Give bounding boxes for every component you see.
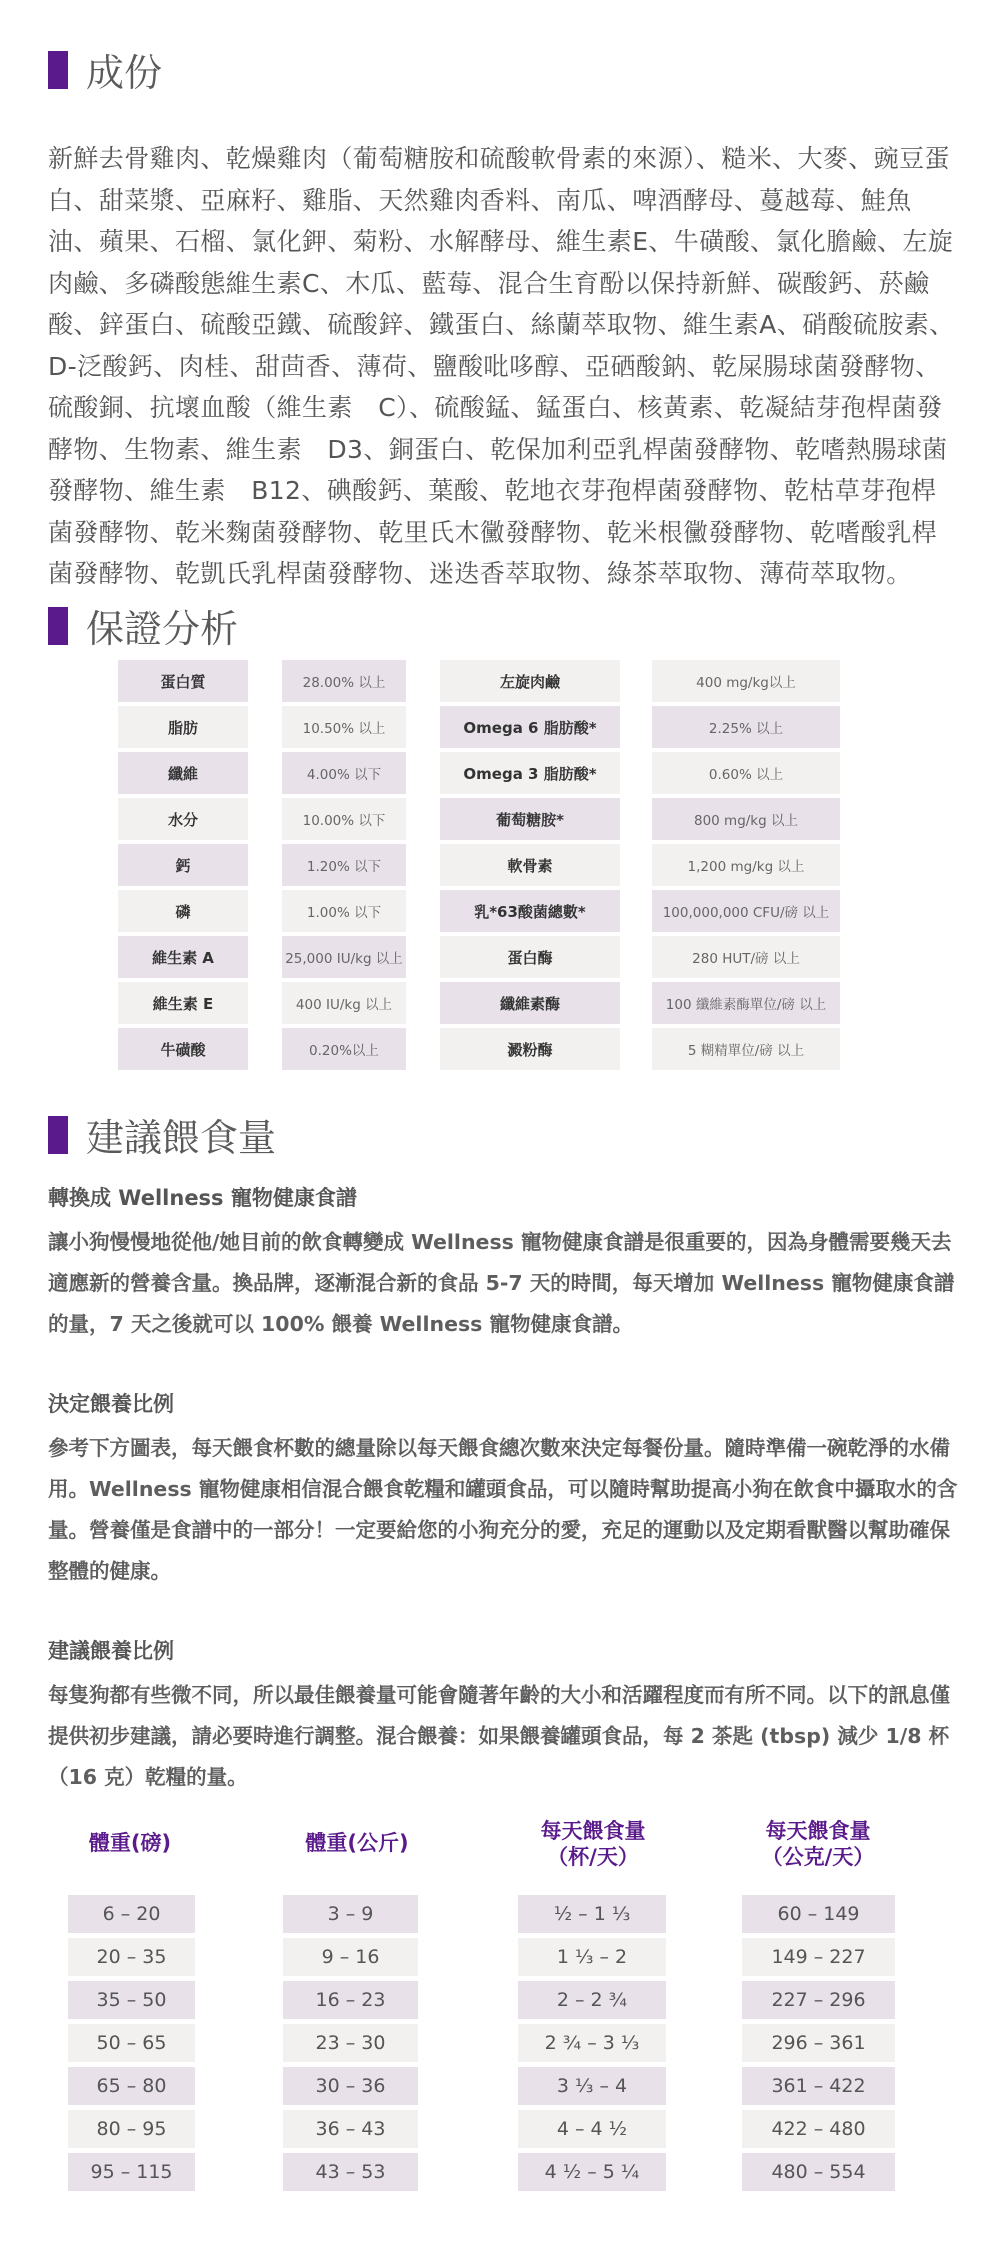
chart-cell: 2 – 2 ¾	[518, 1981, 666, 2019]
feeding-block-transition	[48, 1180, 960, 1345]
analysis-left-values	[282, 660, 406, 1074]
chart-cell: 65 – 80	[68, 2067, 195, 2105]
chart-cell: 80 – 95	[68, 2110, 195, 2148]
chart-cell: 4 ½ – 5 ¼	[518, 2153, 666, 2191]
analysis-cell-label: 蛋白酶	[440, 936, 620, 978]
analysis-title-text: 保證分析	[86, 607, 239, 651]
analysis-cell-label: 維生素 E	[118, 982, 248, 1024]
analysis-right-labels	[440, 660, 620, 1074]
chart-cell: 296 – 361	[742, 2024, 895, 2062]
analysis-cell-value: 400 IU/kg 以上	[282, 982, 406, 1024]
chart-header-lbs: 體重(磅)	[88, 1831, 172, 1855]
analysis-right-values	[652, 660, 840, 1074]
chart-cell: 480 – 554	[742, 2153, 895, 2191]
title-accent-bar	[48, 1116, 68, 1154]
ingredients-title	[48, 42, 162, 97]
chart-cell: 95 – 115	[68, 2153, 195, 2191]
chart-cell: 35 – 50	[68, 1981, 195, 2019]
feeding-block-ratio	[48, 1386, 960, 1592]
chart-cell: 16 – 23	[283, 1981, 418, 2019]
analysis-cell-value: 100 纖維素酶單位/磅 以上	[652, 982, 840, 1024]
chart-cell: 422 – 480	[742, 2110, 895, 2148]
chart-cell: 43 – 53	[283, 2153, 418, 2191]
chart-cell: 50 – 65	[68, 2024, 195, 2062]
feeding-paragraph: 讓小狗慢慢地從他/她目前的飲食轉變成 Wellness 寵物健康食譜是很重要的，因為身體需要幾天去適應新的營養含量。換品牌，逐漸混合新的食品 5-7 天的時間，每天增加 Wellness 寵物健康食譜的量，7 天之後就可以 100% 餵養 Wellness 寵物健康食譜。	[48, 1230, 955, 1336]
analysis-cell-label: 乳*63酸菌總數*	[440, 890, 620, 932]
analysis-cell-label: 澱粉酶	[440, 1028, 620, 1070]
analysis-cell-value: 0.20%以上	[282, 1028, 406, 1070]
chart-cell: ½ – 1 ⅓	[518, 1895, 666, 1933]
chart-cell: 3 – 9	[283, 1895, 418, 1933]
chart-cell: 361 – 422	[742, 2067, 895, 2105]
title-accent-bar	[48, 51, 68, 89]
analysis-cell-label: Omega 3 脂肪酸*	[440, 752, 620, 794]
analysis-cell-value: 25,000 IU/kg 以上	[282, 936, 406, 978]
feeding-heading: 決定餵養比例	[48, 1392, 174, 1416]
chart-header-cups: 每天餵食量 （杯/天）	[540, 1819, 646, 1869]
analysis-cell-value: 400 mg/kg以上	[652, 660, 840, 702]
chart-cell: 227 – 296	[742, 1981, 895, 2019]
analysis-cell-value: 28.00% 以上	[282, 660, 406, 702]
analysis-cell-label: 脂肪	[118, 706, 248, 748]
analysis-cell-label: 牛磺酸	[118, 1028, 248, 1070]
feeding-paragraph: 參考下方圖表，每天餵食杯數的總量除以每天餵食總次數來決定每餐份量。隨時準備一碗乾淨的水備用。Wellness 寵物健康相信混合餵食乾糧和罐頭食品，可以隨時幫助提高小狗在飲食中攝取水的含量。營養僅是食譜中的一部分！一定要給您的小狗充分的愛，充足的運動以及定期看獸醫以幫助確保整體的健康。	[48, 1436, 958, 1583]
chart-cell: 1 ⅓ – 2	[518, 1938, 666, 1976]
analysis-cell-label: 蛋白質	[118, 660, 248, 702]
chart-cell: 60 – 149	[742, 1895, 895, 1933]
analysis-cell-value: 800 mg/kg 以上	[652, 798, 840, 840]
analysis-cell-label: Omega 6 脂肪酸*	[440, 706, 620, 748]
chart-cell: 149 – 227	[742, 1938, 895, 1976]
chart-cell: 6 – 20	[68, 1895, 195, 1933]
analysis-cell-value: 10.00% 以下	[282, 798, 406, 840]
analysis-left-labels	[118, 660, 248, 1074]
chart-cell: 23 – 30	[283, 2024, 418, 2062]
title-accent-bar	[48, 607, 68, 645]
chart-cell: 20 – 35	[68, 1938, 195, 1976]
analysis-cell-label: 左旋肉鹼	[440, 660, 620, 702]
feeding-heading: 轉換成 Wellness 寵物健康食譜	[48, 1186, 357, 1210]
analysis-cell-value: 10.50% 以上	[282, 706, 406, 748]
chart-column-kg	[283, 1895, 418, 2196]
analysis-cell-value: 4.00% 以下	[282, 752, 406, 794]
ingredients-title-text: 成份	[86, 51, 163, 95]
analysis-cell-value: 1,200 mg/kg 以上	[652, 844, 840, 886]
analysis-cell-value: 0.60% 以上	[652, 752, 840, 794]
feeding-paragraph: 每隻狗都有些微不同，所以最佳餵養量可能會隨著年齡的大小和活躍程度而有所不同。以下的訊息僅提供初步建議，請必要時進行調整。混合餵養：如果餵養罐頭食品，每 2 茶匙 (tbsp) 減少 1/8 杯（16 克）乾糧的量。	[48, 1683, 950, 1789]
chart-cell: 36 – 43	[283, 2110, 418, 2148]
feeding-block-suggested	[48, 1633, 960, 1798]
analysis-cell-label: 纖維素酶	[440, 982, 620, 1024]
analysis-cell-label: 軟骨素	[440, 844, 620, 886]
analysis-cell-value: 5 糊精單位/磅 以上	[652, 1028, 840, 1070]
analysis-cell-label: 纖維	[118, 752, 248, 794]
analysis-cell-label: 鈣	[118, 844, 248, 886]
feeding-title-text: 建議餵食量	[86, 1116, 277, 1160]
chart-header-grams: 每天餵食量 （公克/天）	[761, 1819, 875, 1869]
analysis-cell-label: 水分	[118, 798, 248, 840]
feeding-heading: 建議餵養比例	[48, 1639, 174, 1663]
analysis-cell-value: 2.25% 以上	[652, 706, 840, 748]
analysis-cell-value: 1.00% 以下	[282, 890, 406, 932]
chart-cell: 3 ⅓ – 4	[518, 2067, 666, 2105]
chart-header-kg: 體重(公斤)	[305, 1831, 409, 1855]
chart-column-cups	[518, 1895, 666, 2196]
ingredients-text: 新鮮去骨雞肉、乾燥雞肉（葡萄糖胺和硫酸軟骨素的來源）、糙米、大麥、豌豆蛋白、甜菜漿、亞麻籽、雞脂、天然雞肉香料、南瓜、啤酒酵母、蔓越莓、鮭魚油、蘋果、石榴、氯化鉀、菊粉、水解酵母、維生素E、牛磺酸、氯化膽鹼、左旋肉鹼、多磷酸態維生素C、木瓜、藍莓、混合生育酚以保持新鮮、碳酸鈣、菸鹼酸、鋅蛋白、硫酸亞鐵、硫酸鋅、鐵蛋白、絲蘭萃取物、維生素A、硝酸硫胺素、D-泛酸鈣、肉桂、甜茴香、薄荷、鹽酸吡哆醇、亞硒酸鈉、乾屎腸球菌發酵物、硫酸銅、抗壞血酸（維生素 C）、硫酸錳、錳蛋白、核黃素、乾凝結芽孢桿菌發酵物、生物素、維生素 D3、銅蛋白、乾保加利亞乳桿菌發酵物、乾嗜熱腸球菌發酵物、維生素 B12、碘酸鈣、葉酸、乾地衣芽孢桿菌發酵物、乾枯草芽孢桿菌發酵物、乾米麴菌發酵物、乾里氏木黴發酵物、乾米根黴發酵物、乾嗜酸乳桿菌發酵物、乾凱氏乳桿菌發酵物、迷迭香萃取物、綠茶萃取物、薄荷萃取物。	[48, 144, 955, 588]
analysis-cell-value: 1.20% 以下	[282, 844, 406, 886]
chart-cell: 9 – 16	[283, 1938, 418, 1976]
analysis-cell-label: 葡萄糖胺*	[440, 798, 620, 840]
analysis-cell-value: 280 HUT/磅 以上	[652, 936, 840, 978]
analysis-cell-label: 磷	[118, 890, 248, 932]
analysis-cell-label: 維生素 A	[118, 936, 248, 978]
analysis-cell-value: 100,000,000 CFU/磅 以上	[652, 890, 840, 932]
chart-column-lbs	[68, 1895, 195, 2196]
analysis-title	[48, 598, 238, 653]
chart-cell: 2 ¾ – 3 ⅓	[518, 2024, 666, 2062]
chart-cell: 4 – 4 ½	[518, 2110, 666, 2148]
chart-column-grams	[742, 1895, 895, 2196]
chart-cell: 30 – 36	[283, 2067, 418, 2105]
feeding-title	[48, 1107, 276, 1162]
